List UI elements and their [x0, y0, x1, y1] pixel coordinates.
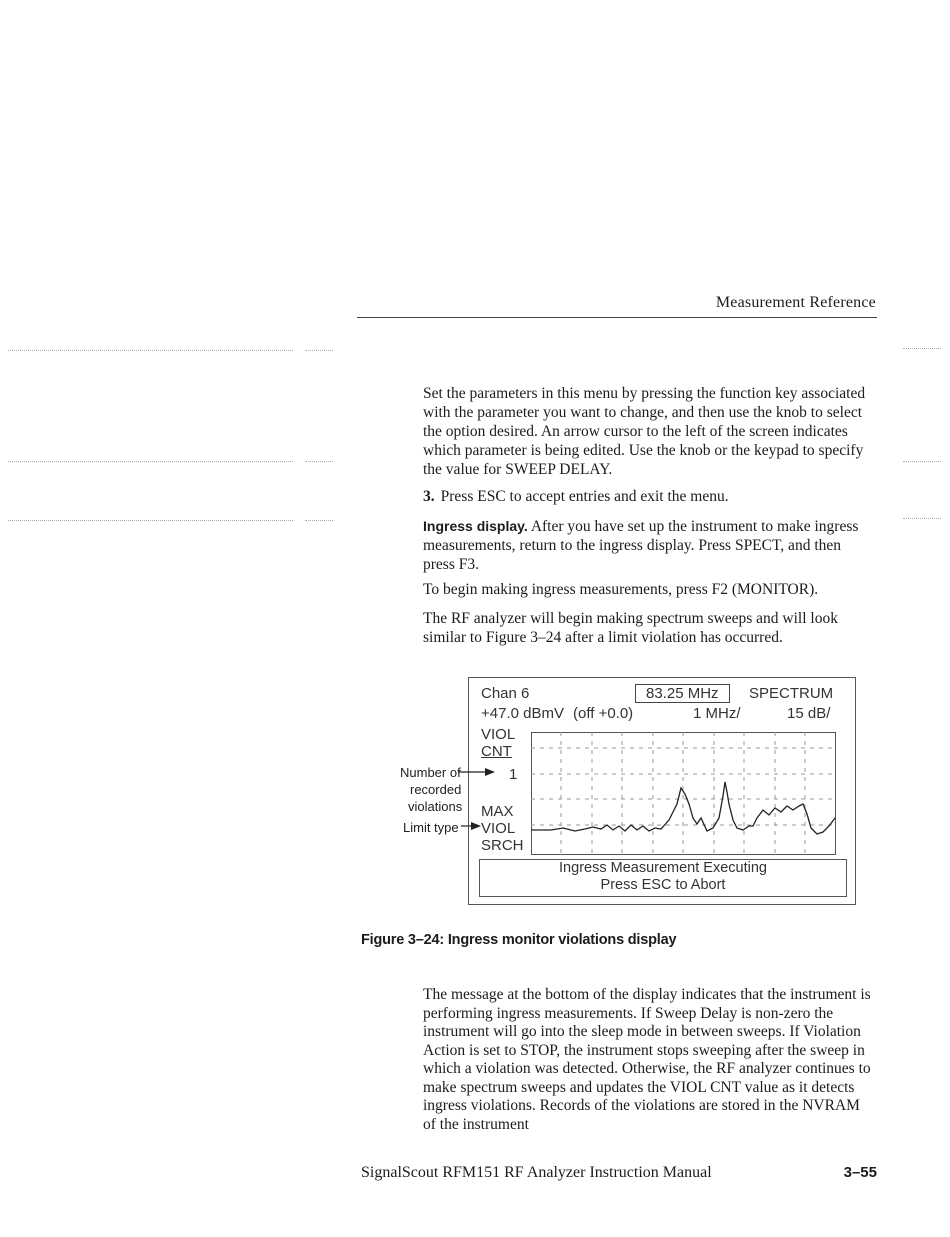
step-number: 3.: [423, 488, 435, 505]
margin-guide: [903, 348, 941, 349]
margin-guide: [8, 520, 293, 521]
ingress-paragraph: [423, 517, 873, 574]
running-header: Measurement Reference: [715, 294, 876, 311]
begin-paragraph: To begin making ingress measurements, press F2 (MONITOR).: [423, 581, 819, 598]
srch-label: SRCH: [481, 837, 524, 854]
instrument-screen: [468, 677, 856, 905]
violation-count: 1: [509, 766, 518, 783]
reference-level: +47.0 dBmV: [481, 705, 564, 722]
step-text: Press ESC to accept entries and exit the menu.: [440, 488, 729, 505]
status-message-line2: Press ESC to Abort: [600, 877, 726, 893]
header-rule: [357, 317, 877, 318]
max-label: MAX: [481, 803, 514, 820]
figure-caption: Figure 3–24: Ingress monitor violations display: [361, 932, 677, 948]
cnt-label: CNT: [481, 743, 512, 760]
callout-recorded: recorded: [410, 782, 462, 797]
callout-arrows: [455, 760, 505, 840]
viol-label: VIOL: [481, 726, 516, 743]
step-item: [423, 487, 873, 506]
span-readout: 1 MHz/: [693, 705, 741, 722]
similar-paragraph: The RF analyzer will begin making spectrum sweeps and will look similar to Figure 3–24 after a limit violation has occurred.: [423, 610, 838, 646]
limit-viol-label: VIOL: [481, 820, 516, 837]
intro-paragraph: Set the parameters in this menu by pressing the function key associated with the parameter you want to change, and then use the knob to select the option desired. An arrow cursor to the left of the screen indicates which parameter is being edited. Use the knob or the keypad to specify the value for SWEEP DELAY.: [423, 385, 866, 478]
margin-guide: [8, 461, 293, 462]
callout-limit-type: Limit type: [403, 820, 459, 835]
closing-paragraph: The message at the bottom of the display indicates that the instrument is performing ingress measurements. If Sweep Delay is non-zero the instrument will go into the sleep mode in between sweeps. If Violation Action is set to STOP, the instrument stops sweeping after the sweep in which a violation was detected. Otherwise, the RF analyzer continues to make spectrum sweeps and updates the VIOL CNT value as it detects ingress violations. Records of the violations are stored in the NVRAM of the instrument: [423, 986, 871, 1133]
spectrum-plot: [531, 732, 837, 856]
frequency-readout: 83.25 MHz: [635, 684, 730, 703]
callout-number-of: Number of: [400, 765, 461, 780]
plot-gridlines: [531, 732, 836, 855]
callout-violations: violations: [408, 799, 463, 814]
run-in-heading: Ingress display.: [423, 518, 528, 534]
margin-guide: [903, 518, 941, 519]
margin-guide: [903, 461, 941, 462]
offset-readout: (off +0.0): [573, 705, 634, 722]
scale-readout: 15 dB/: [787, 705, 831, 722]
margin-guide: [305, 350, 333, 351]
status-message-line1: Ingress Measurement Executing: [559, 860, 767, 876]
margin-guide: [8, 350, 293, 351]
margin-guide: [305, 520, 333, 521]
status-message-box: [479, 859, 847, 897]
channel-label: Chan 6: [481, 685, 530, 702]
ingress-text: After you have set up the instrument to make ingress measurements, return to the ingress display. Press SPECT, and then press F3.: [423, 518, 859, 573]
mode-label: SPECTRUM: [749, 685, 834, 702]
footer-manual-title: SignalScout RFM151 RF Analyzer Instruction Manual: [361, 1164, 712, 1181]
footer-page-number: 3–55: [843, 1164, 877, 1181]
margin-guide: [305, 461, 333, 462]
